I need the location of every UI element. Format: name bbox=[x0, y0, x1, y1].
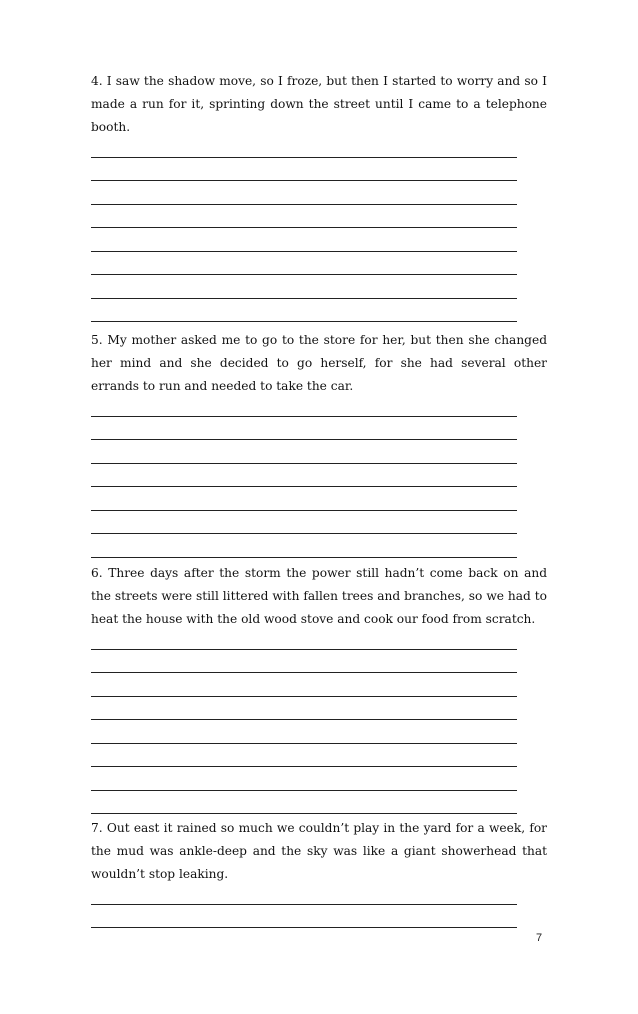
answer-line[interactable] bbox=[91, 439, 517, 440]
answer-line[interactable] bbox=[91, 274, 517, 275]
answer-line[interactable] bbox=[91, 416, 517, 417]
answer-line[interactable] bbox=[91, 790, 517, 791]
answer-line[interactable] bbox=[91, 510, 517, 511]
answer-line[interactable] bbox=[91, 204, 517, 205]
answer-line[interactable] bbox=[91, 251, 517, 252]
answer-line[interactable] bbox=[91, 157, 517, 158]
page-number: 7 bbox=[536, 932, 543, 944]
answer-line[interactable] bbox=[91, 486, 517, 487]
answer-line[interactable] bbox=[91, 321, 517, 322]
exercise-prompt: 7. Out east it rained so much we couldn’t play in the yard for a week, for the mud was ankle-deep and the sky was like a giant showerhead that wouldn’t stop leaking. bbox=[91, 821, 547, 882]
answer-line[interactable] bbox=[91, 533, 517, 534]
answer-line[interactable] bbox=[91, 180, 517, 181]
answer-lines bbox=[91, 904, 547, 929]
exercise-4 bbox=[91, 70, 547, 322]
exercise-5 bbox=[91, 329, 547, 558]
answer-line[interactable] bbox=[91, 649, 517, 650]
answer-line[interactable] bbox=[91, 227, 517, 228]
exercise-prompt: 6. Three days after the storm the power still hadn’t come back on and the streets were still littered with fallen trees and branches, so we had to heat the house with the old wood stove and cook our food from scratch. bbox=[91, 566, 547, 627]
answer-line[interactable] bbox=[91, 904, 517, 905]
answer-lines bbox=[91, 157, 547, 323]
answer-line[interactable] bbox=[91, 298, 517, 299]
answer-line[interactable] bbox=[91, 927, 517, 928]
answer-line[interactable] bbox=[91, 743, 517, 744]
exercise-6 bbox=[91, 562, 547, 814]
exercise-7 bbox=[91, 817, 547, 928]
answer-line[interactable] bbox=[91, 463, 517, 464]
answer-lines bbox=[91, 649, 547, 815]
answer-line[interactable] bbox=[91, 557, 517, 558]
answer-line[interactable] bbox=[91, 719, 517, 720]
answer-line[interactable] bbox=[91, 696, 517, 697]
answer-line[interactable] bbox=[91, 766, 517, 767]
exercise-prompt: 5. My mother asked me to go to the store for her, but then she changed her mind and she decided to go herself, for she had several other errands to run and needed to take the car. bbox=[91, 333, 547, 394]
answer-line[interactable] bbox=[91, 813, 517, 814]
answer-lines bbox=[91, 416, 547, 558]
answer-line[interactable] bbox=[91, 672, 517, 673]
exercise-prompt: 4. I saw the shadow move, so I froze, but then I started to worry and so I made a run for it, sprinting down the street until I came to a telephone booth. bbox=[91, 74, 547, 135]
